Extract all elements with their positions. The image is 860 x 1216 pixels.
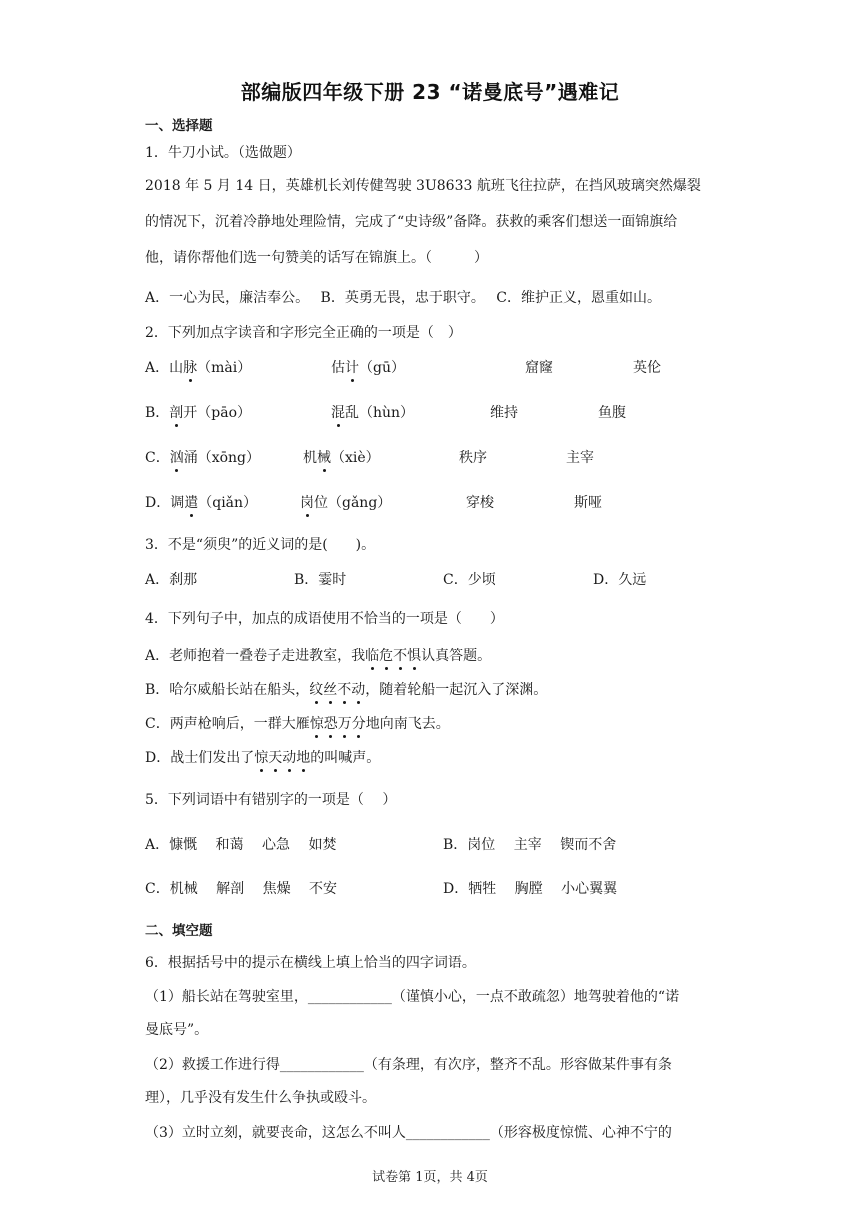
emphasis-dotted-idiom [309,682,365,698]
q2-row-d-word-4: 斯哑 [574,495,602,511]
question-1-options: A．一心为民，廉洁奉公。 B．英勇无畏，忠于职守。 C．维护正义，恩重如山。 [145,290,662,306]
q2-row-a-word-4: 英伦 [633,360,661,376]
question-1-passage-line-1: 2018 年 5 月 14 日，英雄机长刘传健驾驶 3U8633 航班飞往拉萨，在挡风玻璃突然爆裂 [145,178,701,194]
question-1-passage-line-2: 的情况下，沉着冷静地处理险情，完成了“史诗级”备降。获救的乘客们想送一面锦旗给 [145,214,678,230]
q2-row-d-word-3: 穿梭 [466,495,494,511]
question-5-stem: 5．下列词语中有错别字的一项是（ ） [145,792,397,808]
emphasis-dotted-idiom [310,716,366,732]
emphasis-dot-char: 脉 [183,357,197,377]
emphasis-dot-char: 不 [393,645,407,665]
q2-row-d-word-2: 岗位（gǎng） [300,492,391,512]
q3-option-a: A．刹那 [145,572,198,588]
q2-row-a-word-1: A．山脉（mài） [145,357,251,377]
emphasis-dot-char: 混 [331,402,345,422]
q6-sentence-1-line-2: 曼底号”。 [145,1022,209,1038]
emphasis-dot-char: 岗 [300,492,314,512]
q6-sentence-2-line-2: 理），几乎没有发生什么争执或殴斗。 [145,1090,376,1106]
emphasis-dot-char: 恐 [324,713,338,733]
q2-row-a-word-2: 估计（gū） [331,357,405,377]
q2-row-c-word-2: 机械（xiè） [303,447,380,467]
question-4-stem: 4．下列句子中，加点的成语使用不恰当的一项是（ ） [145,611,504,627]
emphasis-dot-char: 惊 [254,747,268,767]
q2-row-a-word-3: 窟窿 [525,360,553,376]
question-1-passage-line-3: 他，请你帮他们选一句赞美的话写在锦旗上。（ ） [145,250,488,266]
q3-option-d: D．久远 [593,572,647,588]
q5-option-a: A．慷慨 和蔼 心急 如焚 [145,837,337,853]
q6-sentence-3-line-1: （3）立时立刻，就要丧命，这怎么不叫人____________（形容极度惊慌、心神不宁的 [145,1125,672,1141]
emphasis-dot-char: 剖 [169,402,183,422]
emphasis-dot-char: 汹 [170,447,184,467]
emphasis-dotted-idiom [254,750,310,766]
emphasis-dot-char: 械 [317,447,331,467]
emphasis-dot-char: 遣 [184,492,198,512]
q2-row-b-word-4: 鱼腹 [598,405,626,421]
emphasis-dot-char: 惊 [310,713,324,733]
emphasis-dot-char: 天 [268,747,282,767]
q5-option-c: C．机械 解剖 焦燥 不安 [145,881,338,897]
emphasis-dot-char: 地 [296,747,310,767]
emphasis-dot-char: 丝 [323,679,337,699]
question-1-stem: 1．牛刀小试。（选做题） [145,145,301,161]
section-heading-choice: 一、选择题 [145,118,213,134]
emphasis-dot-char: 万 [338,713,352,733]
q4-option-a: A．老师抱着一叠卷子走进教室，我临危不惧认真答题。 [145,645,491,665]
emphasis-dotted-idiom [365,648,421,664]
page-footer: 试卷第 1页，共 4页 [372,1170,488,1185]
q4-option-c: C．两声枪响后，一群大雁惊恐万分地向南飞去。 [145,713,450,733]
emphasis-dot-char: 纹 [309,679,323,699]
page-title: 部编版四年级下册 23 “诺曼底号”遇难记 [240,80,620,104]
q2-row-c-word-1: C．汹涌（xōng） [145,447,260,467]
q4-option-b: B．哈尔威船长站在船头，纹丝不动，随着轮船一起沉入了深渊。 [145,679,547,699]
question-2-stem: 2．下列加点字读音和字形完全正确的一项是（ ） [145,325,462,341]
emphasis-dot-char: 临 [365,645,379,665]
emphasis-dot-char: 分 [352,713,366,733]
q3-option-b: B．霎时 [294,572,347,588]
q2-row-c-word-4: 主宰 [566,450,594,466]
emphasis-dot-char: 动 [282,747,296,767]
q2-row-c-word-3: 秩序 [459,450,487,466]
q4-option-d: D．战士们发出了惊天动地的叫喊声。 [145,747,380,767]
q6-sentence-2-line-1: （2）救援工作进行得____________（有条理，有次序，整齐不乱。形容做某件事有条 [145,1057,672,1073]
question-6-stem: 6．根据括号中的提示在横线上填上恰当的四字词语。 [145,955,476,971]
q2-row-b-word-2: 混乱（hùn） [331,402,414,422]
q6-sentence-1-line-1: （1）船长站在驾驶室里，____________（谨慎小心，一点不敢疏忽）地驾驶着他的“诺 [145,989,680,1005]
q3-option-c: C．少顷 [443,572,496,588]
q2-row-d-word-1: D．调遣（qiǎn） [145,492,257,512]
q2-row-b-word-3: 维持 [490,405,518,421]
question-3-stem: 3．不是“须臾”的近义词的是( )。 [145,537,376,553]
emphasis-dot-char: 危 [379,645,393,665]
emphasis-dot-char: 不 [337,679,351,699]
q2-row-b-word-1: B．剖开（pāo） [145,402,251,422]
q5-option-b: B．岗位 主宰 锲而不舍 [443,837,617,853]
emphasis-dot-char: 动 [351,679,365,699]
emphasis-dot-char: 计 [345,357,359,377]
section-heading-fill: 二、填空题 [145,923,213,939]
q5-option-d: D．牺牲 胸膛 小心翼翼 [443,881,618,897]
emphasis-dot-char: 惧 [407,645,421,665]
